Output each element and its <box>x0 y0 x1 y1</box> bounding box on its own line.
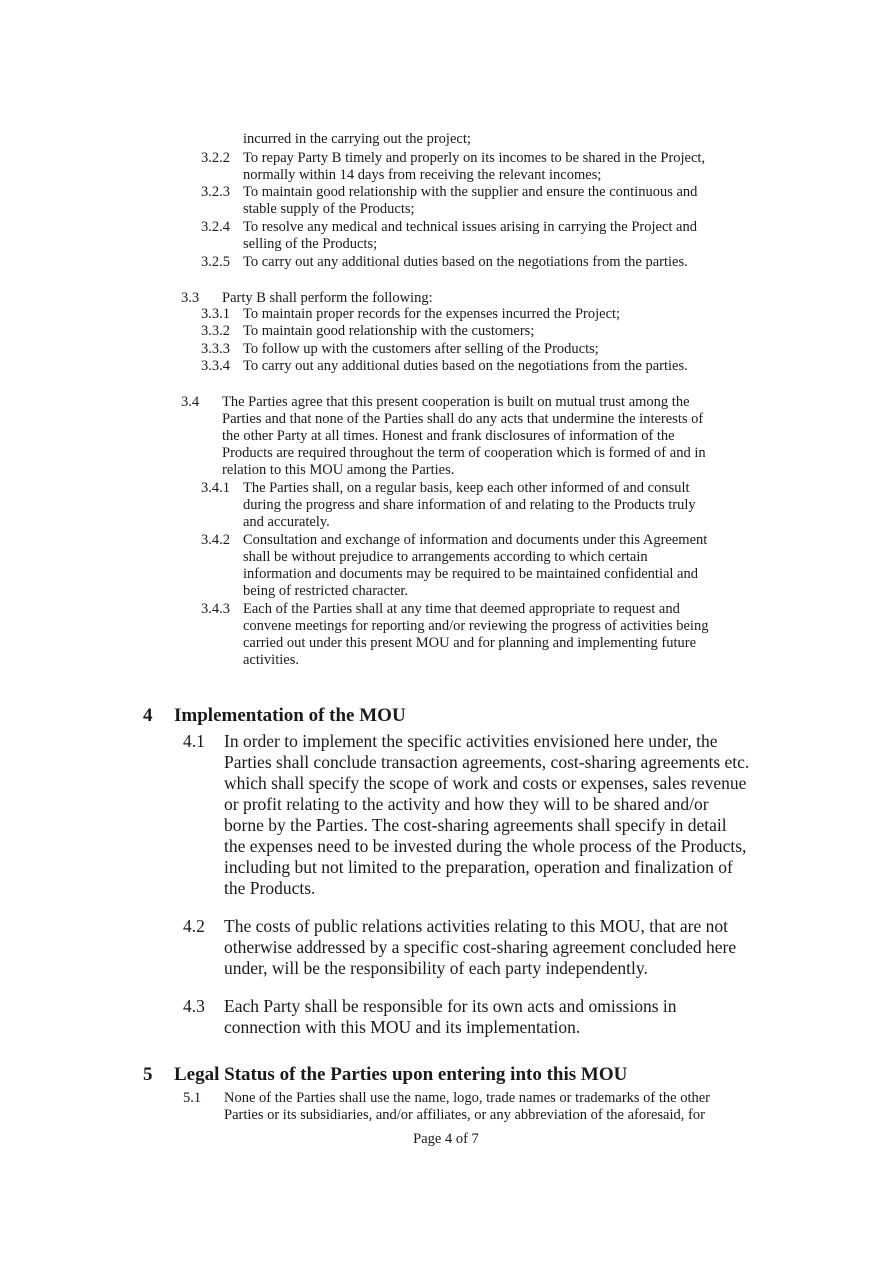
clause-line: To maintain good relationship with the customers; <box>243 323 535 339</box>
clause-line: activities. <box>243 652 299 668</box>
clause-line: being of restricted character. <box>243 583 409 599</box>
clause-line: the expenses need to be invested during the whole process of the Products, <box>224 836 747 856</box>
clause-line: To follow up with the customers after selling of the Products; <box>243 341 599 357</box>
clause-line: Parties shall conclude transaction agreements, cost-sharing agreements etc. <box>224 752 750 772</box>
clause-line: connection with this MOU and its implementation. <box>224 1017 581 1037</box>
clause-line: To maintain good relationship with the supplier and ensure the continuous and <box>243 184 698 200</box>
clause-number: 3.3.3 <box>201 341 230 357</box>
clause-line: selling of the Products; <box>243 236 378 252</box>
clause-line: None of the Parties shall use the name, logo, trade names or trademarks of the other <box>224 1090 710 1106</box>
clause-line: The Parties agree that this present cooperation is built on mutual trust among the <box>222 394 690 410</box>
clause-line: including but not limited to the preparation, operation and finalization of <box>224 857 733 877</box>
clause-line: which shall specify the scope of work and costs or expenses, sales revenue <box>224 773 747 793</box>
clause-line: Party B shall perform the following: <box>222 290 433 306</box>
section-number: 5 <box>143 1064 153 1085</box>
clause-line: The costs of public relations activities relating to this MOU, that are not <box>224 916 728 936</box>
clause-line: To maintain proper records for the expenses incurred the Project; <box>243 306 621 322</box>
clause-line: the other Party at all times. Honest and frank disclosures of information of the <box>222 428 675 444</box>
clause-line: information and documents may be required to be maintained confidential and <box>243 566 698 582</box>
clause-line: Parties or its subsidiaries, and/or affiliates, or any abbreviation of the aforesaid, for <box>224 1107 705 1123</box>
clause-line: To carry out any additional duties based on the negotiations from the parties. <box>243 358 688 374</box>
clause-line: shall be without prejudice to arrangements according to which certain <box>243 549 648 565</box>
clause-line: borne by the Parties. The cost-sharing agreements shall specify in detail <box>224 815 727 835</box>
clause-line: Each Party shall be responsible for its own acts and omissions in <box>224 996 677 1016</box>
clause-line: otherwise addressed by a specific cost-sharing agreement concluded here <box>224 937 737 957</box>
clause-number: 3.2.4 <box>201 219 230 235</box>
clause-number: 3.3 <box>181 290 200 306</box>
clause-line: To repay Party B timely and properly on its incomes to be shared in the Project, <box>243 150 706 166</box>
clause-number: 3.2.2 <box>201 150 230 166</box>
clause-line: Parties and that none of the Parties shall do any acts that undermine the interests of <box>222 411 704 427</box>
clause-line: convene meetings for reporting and/or reviewing the progress of activities being <box>243 618 709 634</box>
clause-number: 4.1 <box>183 731 205 751</box>
clause-line: normally within 14 days from receiving the relevant incomes; <box>243 167 602 183</box>
clause-number: 3.4 <box>181 394 200 410</box>
section-number: 4 <box>143 705 153 726</box>
document-page: incurred in the carrying out the project; 3.2.2 To repay Party B timely and properly on its incomes to be shared in the Project, normally within 14 days from receiving the relevant incomes; 3.2.3 To maintain good relationship with the supplier and ensure the continuous and stable supply of the Products; 3.2.4 To resolve any medical and technical issues arising in carrying the Project and selling of the Products; 3.2.5 To carry out any additional duties based on the negotiations from the parties. 3.3 Party B shall perform the following: 3.3.1 To maintain proper records for the expenses incurred the Project; 3.3.2 To maintain good relationship with the customers; 3.3.3 To follow up with the customers after selling of the Products; 3.3.4 To carry out any additional duties based on the negotiations from the parties. 3.4 The Parties agree that this present cooperation is built on mutual trust among the Parties and that none of the Parties shall do any acts that undermine the interests of the other Party at all times. Honest and frank disclosures of information of the Products are required throughout the term of cooperation which is formed of and in relation to this MOU among the Parties. 3.4.1 The Parties shall, on a regular basis, keep each other informed of and consult during the progress and share information of and relating to the Products truly and accurately. 3.4.2 Consultation and exchange of information and documents under this Agreement shall be without prejudice to arrangements according to which certain information and documents may be required to be maintained confidential and being of restricted character. 3.4.3 Each of the Parties shall at any time that deemed appropriate to request and convene meetings for reporting and/or reviewing the progress of activities being carried out under this present MOU and for planning and implementing future activities. 4 Implementation of the MOU 4.1 In order to implement the specific activities envisioned here under, the Parties shall conclude transaction agreements, cost-sharing agreements etc. which shall specify the scope of work and costs or expenses, sales revenue or profit relating to the activity and how they will to be shared and/or borne by the Parties. The cost-sharing agreements shall specify in detail the expenses need to be invested during the whole process of the Products, including but not limited to the preparation, operation and finalization of the Products. 4.2 The costs of public relations activities relating to this MOU, that are not otherwise addressed by a specific cost-sharing agreement concluded here under, will be the responsibility of each party independently. 4.3 Each Party shall be responsible for its own acts and omissions in connection with this MOU and its implementation. 5 Legal Status of the Parties upon entering into this MOU 5.1 None of the Parties shall use the name, logo, trade names or trademarks of the other Parties or its subsidiaries, and/or affiliates, or any abbreviation of the aforesaid, for Page 4 of 7 <box>0 0 892 1262</box>
clause-line: To resolve any medical and technical issues arising in carrying the Project and <box>243 219 697 235</box>
section-title: Legal Status of the Parties upon entering into this MOU <box>174 1064 628 1085</box>
clause-number: 3.4.1 <box>201 480 230 496</box>
clause-line: To carry out any additional duties based on the negotiations from the parties. <box>243 254 688 270</box>
clause-line: stable supply of the Products; <box>243 201 415 217</box>
page-footer: Page 4 of 7 <box>413 1131 479 1147</box>
clause-line: the Products. <box>224 878 316 898</box>
clause-number: 3.2.5 <box>201 254 230 270</box>
clause-line: or profit relating to the activity and how they will to be shared and/or <box>224 794 709 814</box>
clause-number: 3.3.4 <box>201 358 230 374</box>
clause-number: 4.2 <box>183 916 205 936</box>
clause-line: under, will be the responsibility of each party independently. <box>224 958 648 978</box>
clause-number: 3.2.3 <box>201 184 230 200</box>
clause-line: relation to this MOU among the Parties. <box>222 462 455 478</box>
clause-number: 3.4.2 <box>201 532 230 548</box>
section-title: Implementation of the MOU <box>174 705 406 726</box>
clause-line: Each of the Parties shall at any time that deemed appropriate to request and <box>243 601 680 617</box>
clause-line: during the progress and share information of and relating to the Products truly <box>243 497 696 513</box>
clause-line: and accurately. <box>243 514 330 530</box>
clause-number: 3.4.3 <box>201 601 230 617</box>
clause-line: carried out under this present MOU and for planning and implementing future <box>243 635 697 651</box>
clause-number: 3.3.1 <box>201 306 230 322</box>
clause-line: In order to implement the specific activities envisioned here under, the <box>224 731 718 751</box>
clause-number: 5.1 <box>183 1090 202 1106</box>
clause-line: Consultation and exchange of information and documents under this Agreement <box>243 532 708 548</box>
clause-number: 4.3 <box>183 996 205 1016</box>
clause-line: Products are required throughout the term of cooperation which is formed of and in <box>222 445 706 461</box>
clause-number: 3.3.2 <box>201 323 230 339</box>
clause-line: The Parties shall, on a regular basis, keep each other informed of and consult <box>243 480 690 496</box>
